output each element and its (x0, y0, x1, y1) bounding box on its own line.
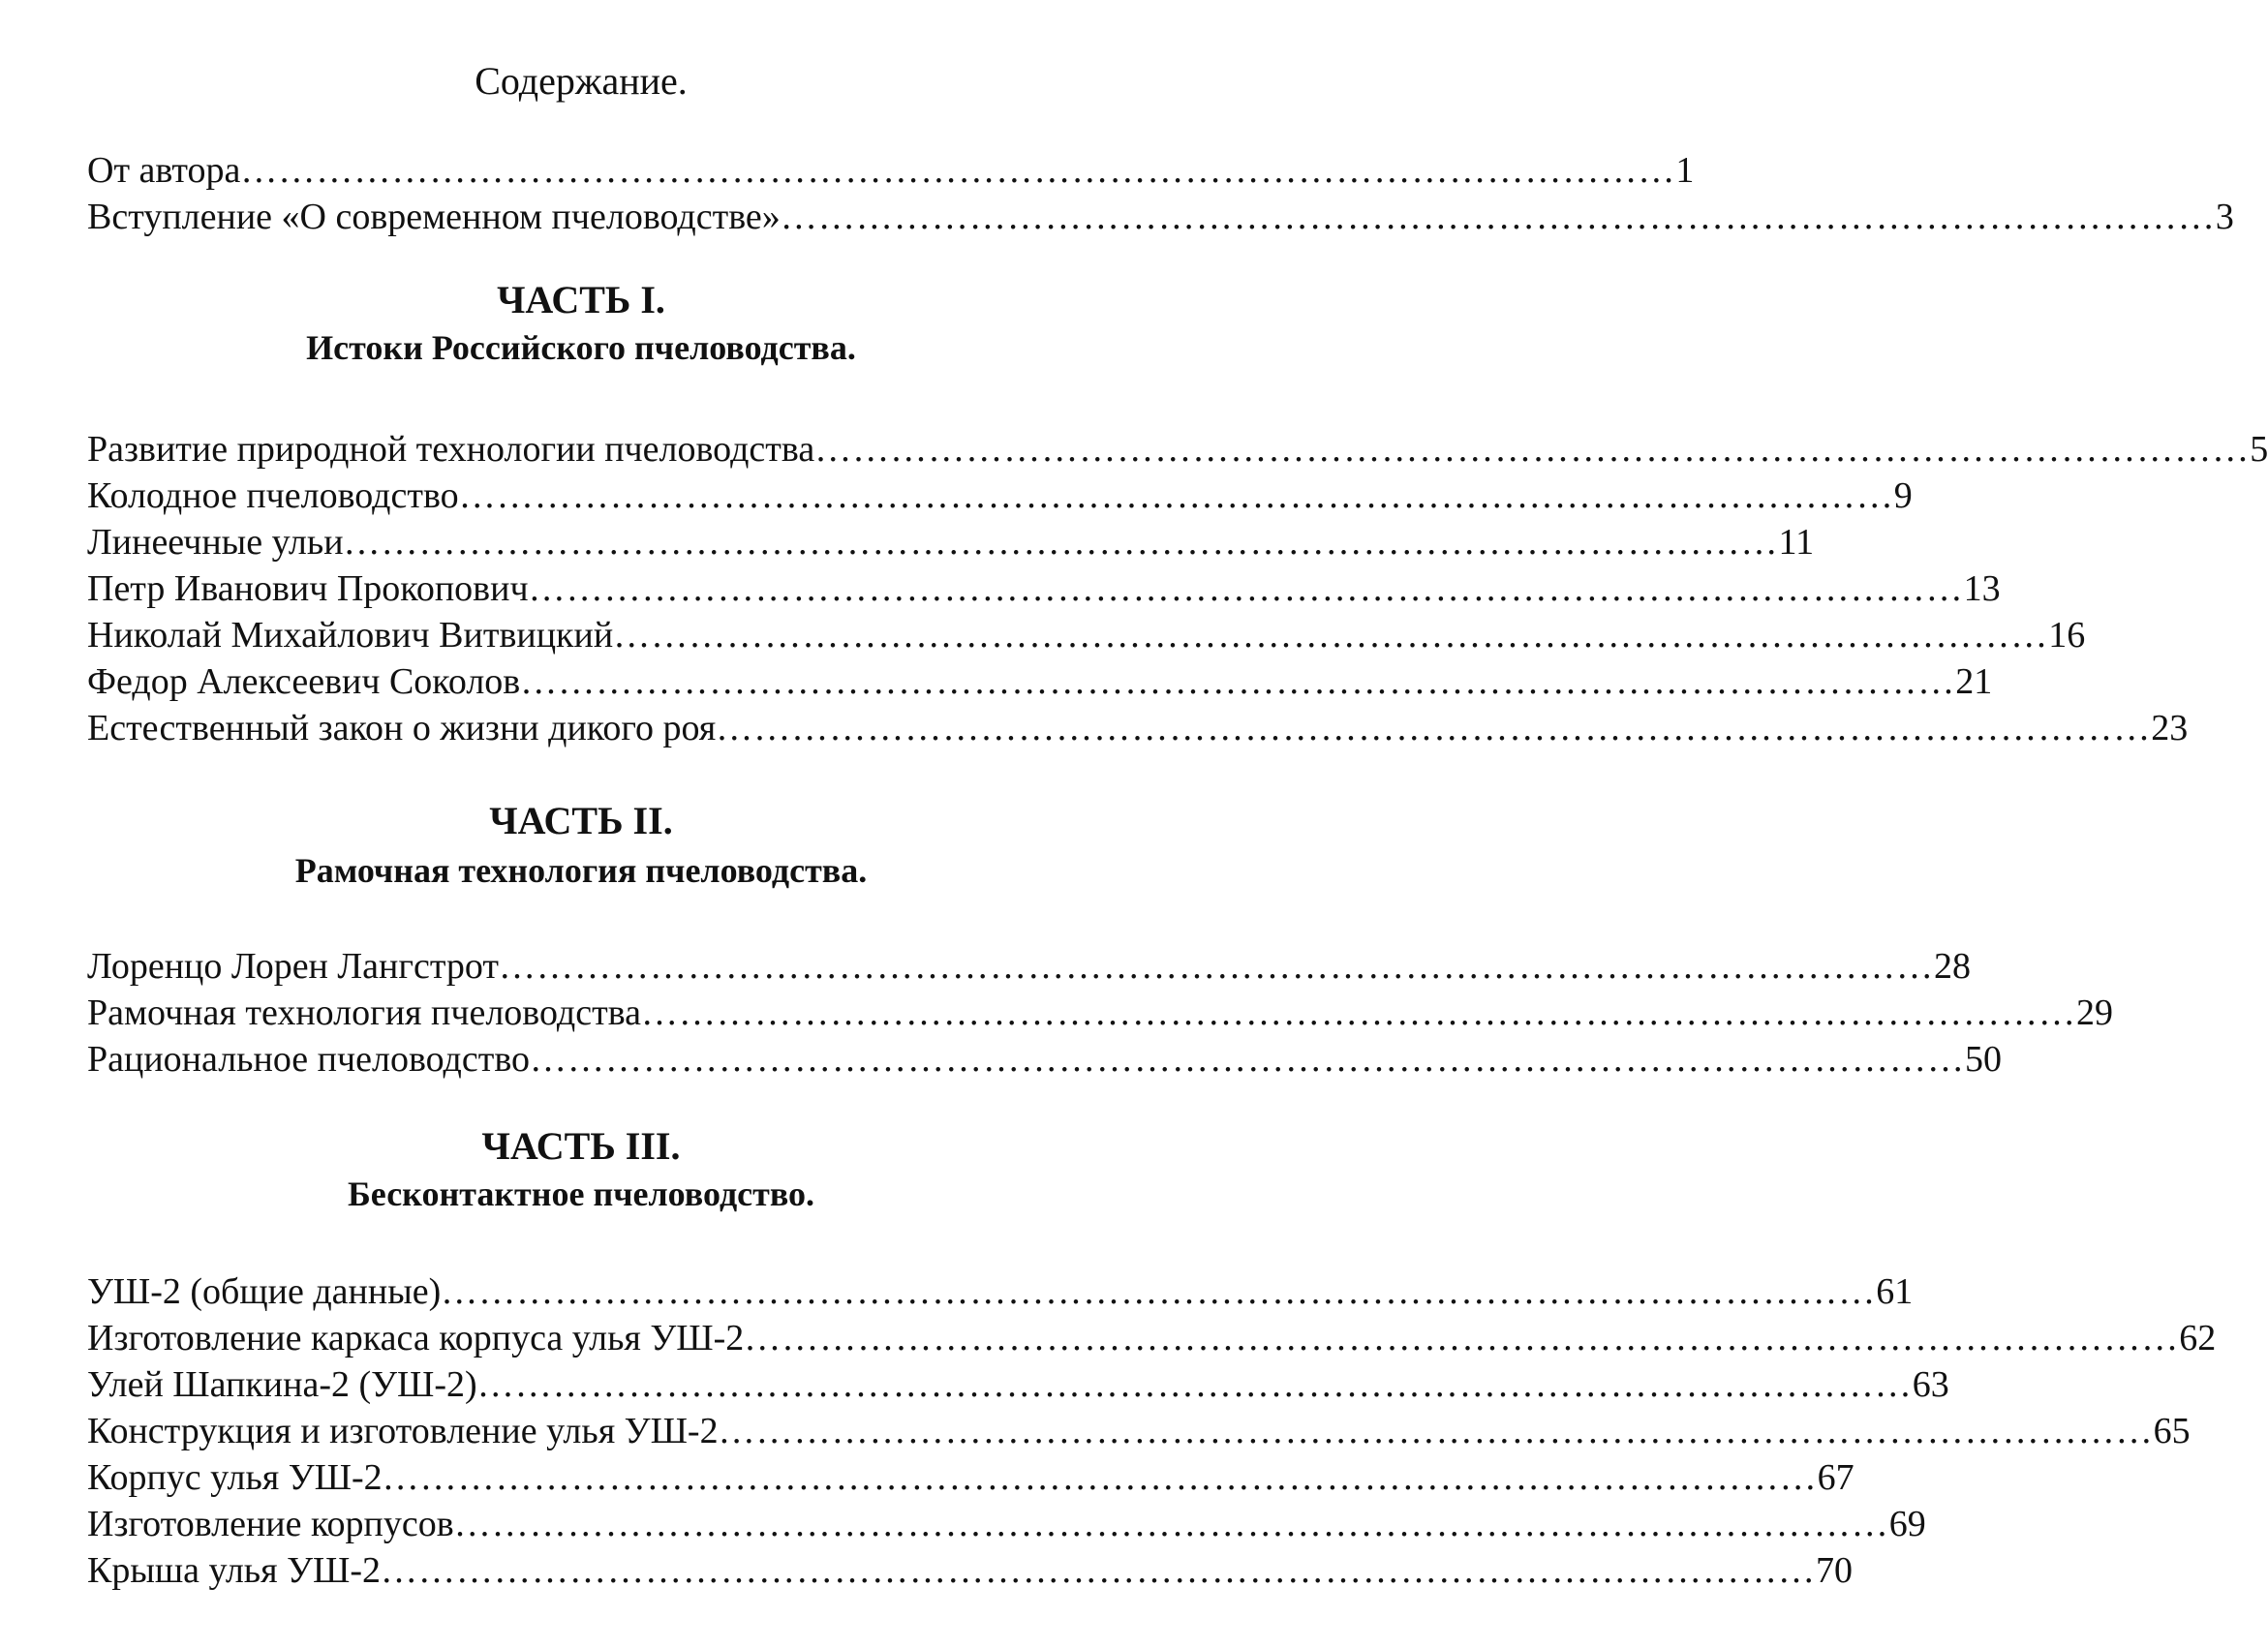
toc-entry-label: Петр Иванович Прокопович (87, 568, 529, 609)
toc-entry-page: 1 (1675, 150, 1695, 191)
toc-entry-label: Федор Алексеевич Соколов (87, 661, 521, 702)
dot-leader: …………………………………………………………………………………………………… (343, 522, 1779, 563)
dot-leader: …………………………………………………………………………………………………… (240, 150, 1676, 191)
dot-leader: …………………………………………………………………………………………………… (528, 568, 1964, 609)
part-subtitle: Бесконтактное пчеловодство. (347, 1175, 815, 1213)
toc-entry-page: 69 (1888, 1504, 1926, 1544)
dot-leader: …………………………………………………………………………………………………… (613, 615, 2049, 656)
dot-leader: …………………………………………………………………………………………………… (499, 946, 1934, 987)
dot-leader: …………………………………………………………………………………………………… (530, 1039, 1966, 1080)
toc-entry (87, 1547, 1853, 1594)
dot-leader: …………………………………………………………………………………………………… (814, 429, 2251, 470)
toc-entry-label: Конструкция и изготовление улья УШ-2 (87, 1411, 719, 1451)
toc-entry-page: 13 (1963, 568, 2001, 609)
toc-entry (87, 426, 2268, 473)
toc-entry-page: 28 (1934, 946, 1971, 987)
dot-leader: …………………………………………………………………………………………………… (382, 1457, 1818, 1498)
toc-entry-label: Корпус улья УШ-2 (87, 1457, 383, 1498)
dot-leader: …………………………………………………………………………………………………… (381, 1550, 1816, 1591)
toc-entry-label: Естественный закон о жизни дикого роя (87, 708, 717, 748)
toc-entry-page: 5 (2250, 429, 2268, 470)
toc-entry-label: Крыша улья УШ-2 (87, 1550, 381, 1591)
toc-entry (87, 519, 1815, 565)
toc-entry-label: Изготовление каркаса корпуса улья УШ-2 (87, 1318, 745, 1358)
toc-entry-page: 61 (1876, 1271, 1914, 1312)
toc-entry-page: 9 (1893, 475, 1913, 516)
toc-entry-label: Колодное пчеловодство (87, 475, 459, 516)
toc-entry (87, 705, 2189, 751)
toc-entry-page: 16 (2048, 615, 2086, 656)
toc-entry-label: Изготовление корпусов (87, 1504, 454, 1544)
part-heading: ЧАСТЬ II. (489, 799, 673, 842)
toc-entry (87, 194, 2234, 240)
toc-entry-label: От автора (87, 150, 241, 191)
part-subtitle: Рамочная технология пчеловодства. (294, 851, 868, 890)
toc-entry-page: 21 (1955, 661, 1993, 702)
dot-leader: …………………………………………………………………………………………………… (716, 708, 2152, 748)
toc-entry (87, 612, 2086, 658)
part-subtitle: Истоки Российского пчеловодства. (306, 328, 856, 367)
toc-entry (87, 658, 1993, 705)
dot-leader: …………………………………………………………………………………………………… (441, 1271, 1877, 1312)
toc-entry (87, 1501, 1926, 1547)
part-heading: ЧАСТЬ I. (497, 278, 665, 321)
dot-leader: …………………………………………………………………………………………………… (780, 197, 2216, 237)
dot-leader: …………………………………………………………………………………………………… (476, 1364, 1913, 1405)
toc-entry-label: Николай Михайлович Витвицкий (87, 615, 614, 656)
toc-entry-label: Улей Шапкина-2 (УШ-2) (87, 1364, 477, 1405)
toc-entry (87, 1268, 1914, 1315)
toc-entry-label: УШ-2 (общие данные) (87, 1271, 442, 1312)
toc-entry (87, 565, 2001, 612)
toc-entry (87, 1036, 2003, 1083)
toc-entry-page: 67 (1817, 1457, 1854, 1498)
toc-entry (87, 943, 1971, 990)
toc-entry-page: 29 (2076, 992, 2114, 1033)
toc-entry (87, 1361, 1949, 1408)
dot-leader: …………………………………………………………………………………………………… (718, 1411, 2154, 1451)
toc-entry-label: Развитие природной технологии пчеловодства (87, 429, 815, 470)
toc-entry-page: 50 (1965, 1039, 2003, 1080)
page-title: Содержание. (475, 59, 688, 103)
toc-entry-page: 63 (1912, 1364, 1949, 1405)
dot-leader: …………………………………………………………………………………………………… (520, 661, 1956, 702)
toc-entry (87, 473, 1913, 519)
toc-entry (87, 1315, 2217, 1361)
toc-entry (87, 990, 2114, 1036)
dot-leader: …………………………………………………………………………………………………… (458, 475, 1894, 516)
toc-entry (87, 1408, 2191, 1454)
toc-entry-page: 70 (1816, 1550, 1853, 1591)
part-heading: ЧАСТЬ III. (481, 1124, 681, 1168)
dot-leader: …………………………………………………………………………………………………… (453, 1504, 1889, 1544)
toc-entry-label: Рамочная технология пчеловодства (87, 992, 642, 1033)
toc-entry-page: 23 (2151, 708, 2189, 748)
toc-entry-label: Линеечные ульи (87, 522, 344, 563)
toc-entry-label: Рациональное пчеловодство (87, 1039, 531, 1080)
toc-entry-page: 65 (2153, 1411, 2191, 1451)
toc-entry (87, 147, 1695, 194)
toc-entry-page: 62 (2179, 1318, 2217, 1358)
toc-entry (87, 1454, 1854, 1501)
toc-entry-label: Вступление «О современном пчеловодстве» (87, 197, 781, 237)
toc-entry-page: 3 (2215, 197, 2234, 237)
dot-leader: …………………………………………………………………………………………………… (641, 992, 2077, 1033)
dot-leader: …………………………………………………………………………………………………… (744, 1318, 2180, 1358)
toc-entry-label: Лоренцо Лорен Лангстрот (87, 946, 499, 987)
toc-entry-page: 11 (1778, 522, 1815, 563)
